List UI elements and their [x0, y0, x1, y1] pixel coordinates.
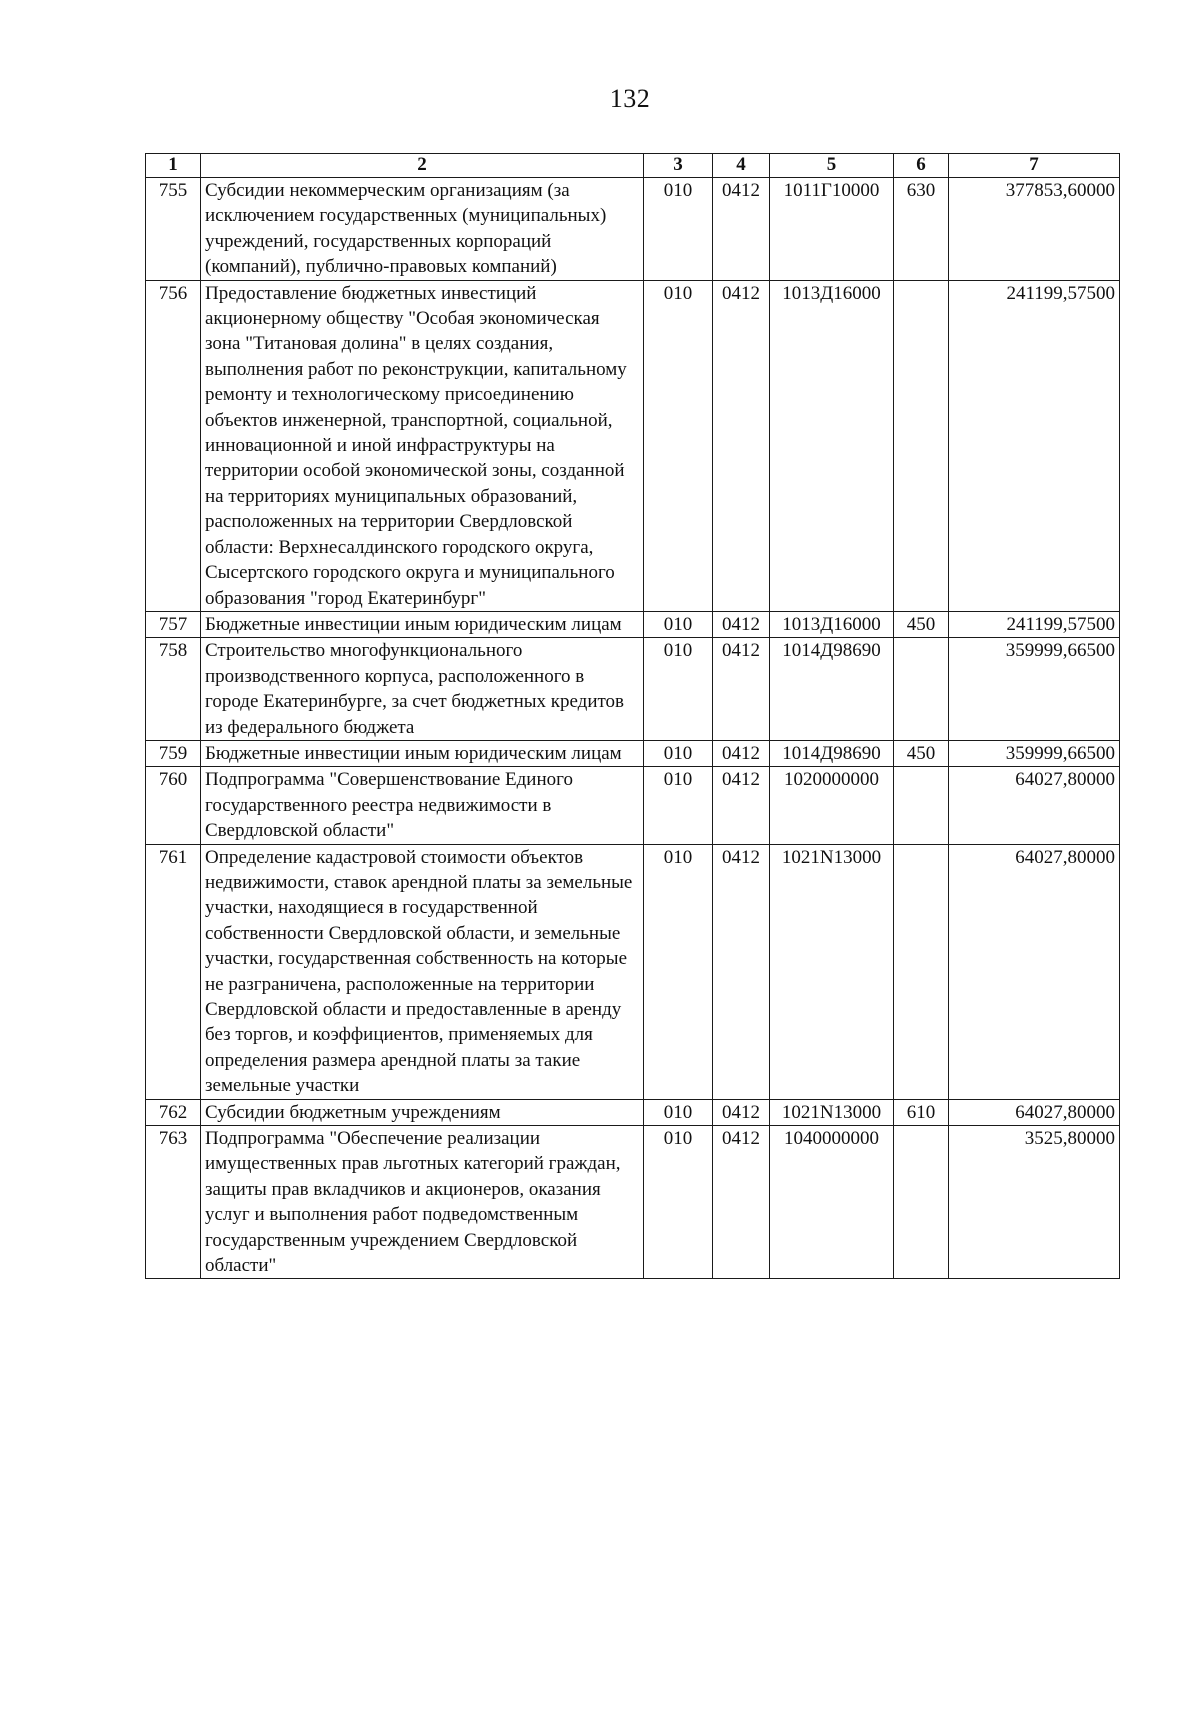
row-col-4: 0412 [713, 638, 770, 741]
table-body [146, 178, 1120, 1279]
page-number: 132 [609, 84, 651, 113]
header-col-3: 3 [644, 154, 713, 178]
row-col-4: 0412 [713, 1099, 770, 1125]
budget-table [145, 153, 1120, 1279]
row-col-6 [894, 280, 949, 611]
row-col-4: 0412 [713, 1126, 770, 1279]
row-col-5: 1021N13000 [770, 1099, 894, 1125]
row-name: Предоставление бюджетных инвестиций акционерному обществу "Особая экономическая зона "Титановая долина" в целях создания, выполнения работ по реконструкции, капитальному ремонту и технологическому присоединению объектов инженерной, транспортной, социальной, инновационной и иной инфраструктуры на территории особой экономической зоны, созданной на территориях муниципальных образований, расположенных на территории Свердловской области: Верхнесалдинского городского округа, Сысертского городского округа и муниципального образования "город Екатеринбург" [201, 280, 644, 611]
row-name: Бюджетные инвестиции иным юридическим лицам [201, 740, 644, 766]
row-number: 760 [146, 767, 201, 844]
row-sum: 64027,80000 [949, 844, 1120, 1099]
row-col-3: 010 [644, 740, 713, 766]
row-sum: 241199,57500 [949, 611, 1120, 637]
header-col-4: 4 [713, 154, 770, 178]
row-col-6: 610 [894, 1099, 949, 1125]
header-col-5: 5 [770, 154, 894, 178]
table-header [146, 154, 1120, 178]
row-number: 762 [146, 1099, 201, 1125]
row-sum: 359999,66500 [949, 740, 1120, 766]
row-number: 758 [146, 638, 201, 741]
row-col-3: 010 [644, 767, 713, 844]
row-sum: 64027,80000 [949, 767, 1120, 844]
header-row [146, 154, 1120, 178]
table-row [146, 178, 1120, 281]
row-col-6 [894, 638, 949, 741]
row-col-6: 450 [894, 740, 949, 766]
header-col-6: 6 [894, 154, 949, 178]
row-col-6 [894, 1126, 949, 1279]
row-col-5: 1014Д98690 [770, 638, 894, 741]
row-sum: 64027,80000 [949, 1099, 1120, 1125]
row-col-4: 0412 [713, 844, 770, 1099]
table-row [146, 740, 1120, 766]
row-col-4: 0412 [713, 178, 770, 281]
row-name: Субсидии бюджетным учреждениям [201, 1099, 644, 1125]
row-sum: 377853,60000 [949, 178, 1120, 281]
row-name: Определение кадастровой стоимости объектов недвижимости, ставок арендной платы за земельные участки, находящиеся в государственной собственности Свердловской области, и земельные участки, государственная собственность на которые не разграничена, расположенные на территории Свердловской области и предоставленные в аренду без торгов, и коэффициентов, применяемых для определения размера арендной платы за такие земельные участки [201, 844, 644, 1099]
table-row [146, 844, 1120, 1099]
row-col-4: 0412 [713, 767, 770, 844]
row-col-5: 1014Д98690 [770, 740, 894, 766]
row-sum: 359999,66500 [949, 638, 1120, 741]
row-sum: 241199,57500 [949, 280, 1120, 611]
row-name: Строительство многофункционального производственного корпуса, расположенного в городе Екатеринбурге, за счет бюджетных кредитов из федерального бюджета [201, 638, 644, 741]
row-name: Бюджетные инвестиции иным юридическим лицам [201, 611, 644, 637]
header-col-1: 1 [146, 154, 201, 178]
row-col-5: 1040000000 [770, 1126, 894, 1279]
row-col-5: 1013Д16000 [770, 611, 894, 637]
row-col-4: 0412 [713, 280, 770, 611]
header-col-7: 7 [949, 154, 1120, 178]
table-row [146, 611, 1120, 637]
row-col-3: 010 [644, 280, 713, 611]
table-row [146, 280, 1120, 611]
row-col-6: 450 [894, 611, 949, 637]
table-row [146, 767, 1120, 844]
table-row [146, 638, 1120, 741]
row-col-5: 1021N13000 [770, 844, 894, 1099]
row-name: Подпрограмма "Обеспечение реализации имущественных прав льготных категорий граждан, защиты прав вкладчиков и акционеров, оказания услуг и выполнения работ подведомственным государственным учреждением Свердловской области" [201, 1126, 644, 1279]
row-col-3: 010 [644, 844, 713, 1099]
row-col-6 [894, 767, 949, 844]
row-number: 761 [146, 844, 201, 1099]
row-col-3: 010 [644, 1099, 713, 1125]
table-row [146, 1099, 1120, 1125]
row-number: 759 [146, 740, 201, 766]
row-col-3: 010 [644, 638, 713, 741]
table-row [146, 1126, 1120, 1279]
row-sum: 3525,80000 [949, 1126, 1120, 1279]
row-col-3: 010 [644, 178, 713, 281]
row-col-4: 0412 [713, 611, 770, 637]
row-name: Подпрограмма "Совершенствование Единого государственного реестра недвижимости в Свердловской области" [201, 767, 644, 844]
row-number: 763 [146, 1126, 201, 1279]
header-col-2: 2 [201, 154, 644, 178]
row-col-3: 010 [644, 611, 713, 637]
row-col-5: 1013Д16000 [770, 280, 894, 611]
row-name: Субсидии некоммерческим организациям (за исключением государственных (муниципальных) учреждений, государственных корпораций (компаний), публично-правовых компаний) [201, 178, 644, 281]
row-col-3: 010 [644, 1126, 713, 1279]
row-col-5: 1020000000 [770, 767, 894, 844]
row-col-6 [894, 844, 949, 1099]
row-col-5: 1011Г10000 [770, 178, 894, 281]
row-number: 756 [146, 280, 201, 611]
row-col-6: 630 [894, 178, 949, 281]
row-number: 755 [146, 178, 201, 281]
row-number: 757 [146, 611, 201, 637]
row-col-4: 0412 [713, 740, 770, 766]
